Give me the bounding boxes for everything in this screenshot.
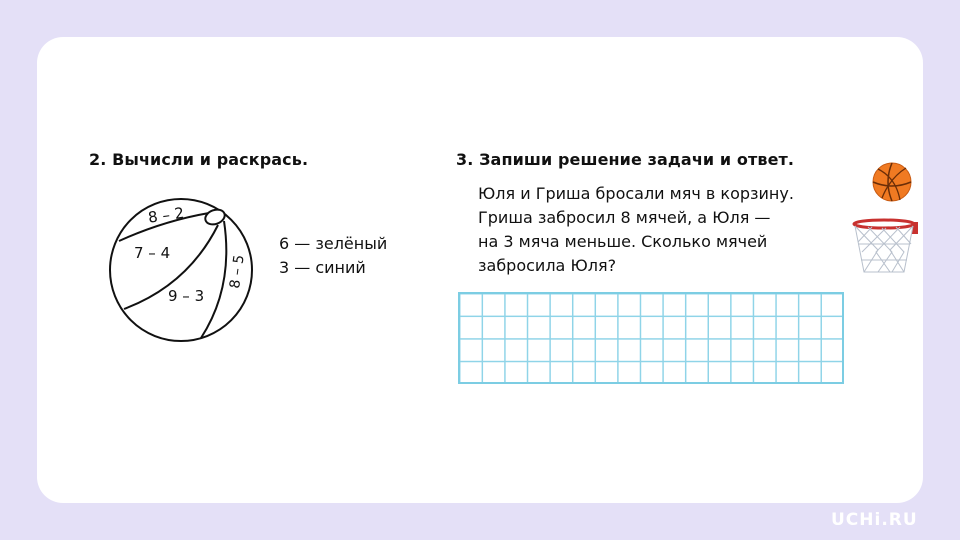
problem-line: забросила Юля? [478, 256, 617, 275]
uchi-ru-logo: UCHi.RU [831, 510, 918, 530]
basketball-hoop-icon [848, 160, 920, 276]
problem-line: Юля и Гриша бросали мяч в корзину. [478, 184, 794, 203]
ball-expression-bottom: 9 – 3 [168, 287, 205, 305]
answer-grid[interactable] [458, 292, 844, 384]
ball-expression-side: 8 – 5 [227, 253, 248, 290]
legend-item-green: 6 — зелёный [279, 234, 388, 253]
ball-expression-left: 7 – 4 [134, 244, 171, 262]
color-legend [279, 232, 387, 280]
problem-line: на 3 мяча меньше. Сколько мячей [478, 232, 768, 251]
legend-item-blue: 3 — синий [279, 258, 366, 277]
task-2-title: 2. Вычисли и раскрась. [89, 150, 309, 169]
beach-ball-icon [108, 197, 254, 343]
problem-text [478, 182, 848, 278]
task-3-title: 3. Запиши решение задачи и ответ. [456, 150, 795, 169]
ball-expression-top: 8 – 2 [146, 203, 186, 227]
problem-line: Гриша забросил 8 мячей, а Юля — [478, 208, 771, 227]
